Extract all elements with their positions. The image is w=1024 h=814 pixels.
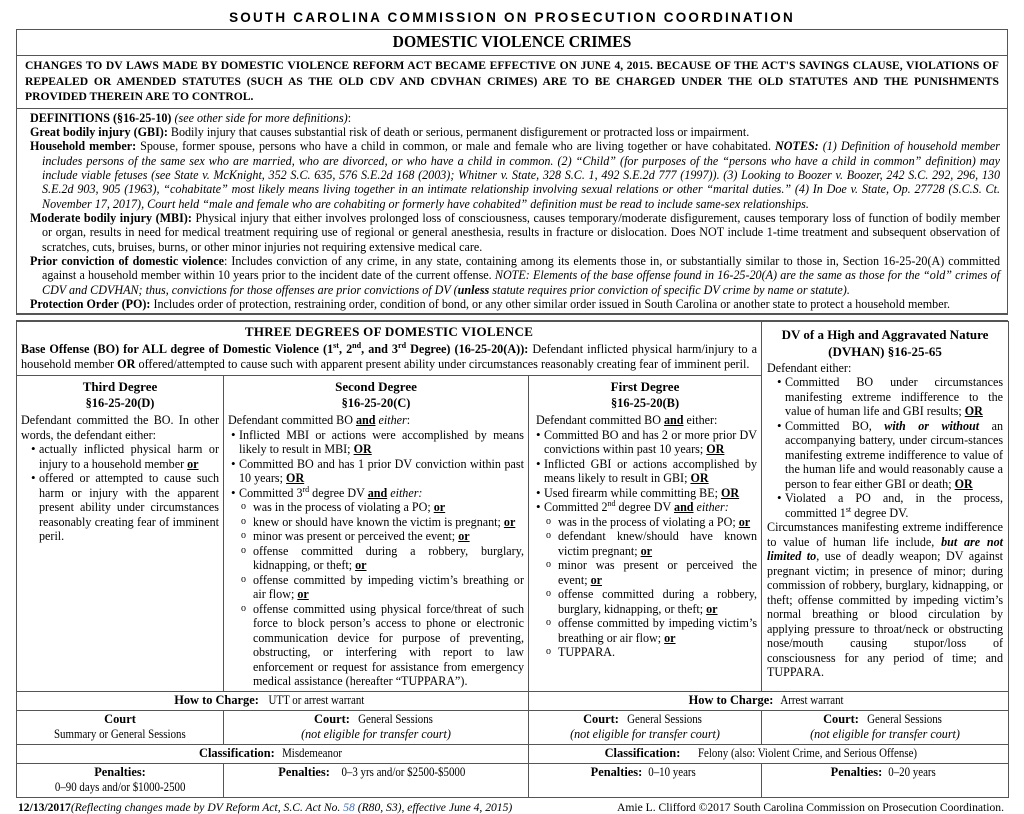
second-bullet-3-sup: rd xyxy=(302,484,310,494)
first-bullet-1-or: OR xyxy=(706,442,725,457)
classification-value-left: Misdemeanor xyxy=(281,745,342,760)
second-bullet-1-text: Inflicted MBI or actions were accomplished by means likely to result in MBI; xyxy=(239,427,524,457)
first-bullet-3-or: OR xyxy=(721,485,740,500)
penalties-label-third: Penalties: xyxy=(94,764,146,779)
definition-household-text: Spouse, former spouse, persons who have a child in common, or male and female who are living together or have cohabitated. xyxy=(140,139,772,154)
degrees-table xyxy=(16,321,1009,798)
second-intro-a: Defendant committed BO xyxy=(228,413,356,428)
first-bullet-2 xyxy=(537,457,757,486)
classification-left-cell xyxy=(17,744,529,763)
first-intro-and: and xyxy=(663,413,684,428)
base-offense-label-a: Base Offense (BO) for ALL degree of Domestic Violence (1 xyxy=(21,342,334,357)
second-sub-4-text: offense committed during a robbery, burglary, kidnapping, or theft; xyxy=(253,543,524,573)
classification-right-cell xyxy=(529,744,1009,763)
footer-left-text-a: (Reflecting changes made by DV Reform Act, S.C. Act No. xyxy=(70,800,344,814)
first-bullet-3 xyxy=(537,486,757,501)
second-sub-4-or: or xyxy=(355,558,367,573)
dvhan-bullet-3-sup: st xyxy=(845,504,852,514)
second-degree-bullets xyxy=(228,428,524,689)
dvhan-bullet-1-text: Committed BO under circumstances manifesting extreme indifference to the value of human life and GBI results; xyxy=(785,375,1004,419)
second-sub-1-text: was in the process of violating a PO; xyxy=(253,500,434,515)
definition-protection-order xyxy=(24,297,1000,311)
third-bullet-2-text: offered or attempted to cause such harm or injury with the apparent present ability under circumstances reasonably creating fear of imminent peril. xyxy=(39,471,219,544)
second-sub-5-or: or xyxy=(297,587,309,602)
first-sub-1-text: was in the process of violating a PO; xyxy=(558,514,739,529)
court-note-first: (not eligible for transfer court) xyxy=(570,726,720,741)
court-value-second: General Sessions xyxy=(358,711,433,726)
second-sub-5 xyxy=(241,573,524,602)
definition-prior-note-b: statute requires prior conviction of specific DV crime by name or statute). xyxy=(489,282,850,297)
court-value-third: Summary or General Sessions xyxy=(54,726,186,741)
first-bullet-1 xyxy=(537,428,757,457)
second-bullet-1 xyxy=(232,428,524,457)
dvhan-cell xyxy=(762,322,1009,692)
penalties-label-dvhan: Penalties: xyxy=(830,764,883,779)
second-sub-2-text: knew or should have known the victim is pregnant; xyxy=(253,514,504,529)
second-degree-intro xyxy=(228,413,524,428)
first-bullet-4-and: and xyxy=(674,500,694,515)
first-sub-5-text: offense committed by impeding victim’s breathing or air flow; xyxy=(558,616,758,645)
court-value-dvhan: General Sessions xyxy=(867,711,942,726)
court-note-second: (not eligible for transfer court) xyxy=(301,726,451,741)
penalties-row xyxy=(17,763,1009,797)
second-sub-6-text: offense committed using physical force/threat of such force to block person’s access to phone or electronic communication device for purpose of preventing, obstructing, or interfering with report to law enforcement or request for assistance from emergency medical assistance (hereafter “TUPPARA”). xyxy=(253,601,524,689)
classification-row xyxy=(17,744,1009,763)
first-sub-2 xyxy=(546,529,757,558)
how-to-charge-label-right: How to Charge: xyxy=(688,692,774,707)
first-sub-3-or: or xyxy=(590,572,602,587)
definition-prior-conviction xyxy=(24,254,1000,297)
dvhan-bullet-list xyxy=(767,375,1003,520)
court-first-cell xyxy=(529,710,762,744)
masthead-title xyxy=(16,6,1008,29)
second-bullet-2-or: OR xyxy=(286,471,305,486)
definitions-heading-colon: : xyxy=(347,110,352,125)
dvhan-paragraph xyxy=(767,520,1003,680)
dvhan-bullet-2-emph: with or without xyxy=(884,418,980,433)
how-to-charge-row xyxy=(17,691,1009,710)
penalties-value-first: 0–10 years xyxy=(648,764,697,779)
base-offense-label-d: Degree) (16-25-20(A)): xyxy=(406,342,529,357)
dvhan-bullet-2 xyxy=(778,419,1003,492)
first-bullet-4-a: Committed 2 xyxy=(544,500,608,515)
definitions-heading-note: (see other side for more definitions) xyxy=(174,110,348,125)
definition-prior-note-a: NOTE: Elements of the base offense found in 16-25-20(A) are the same as those for the “old” crimes of CDV and CDVHAN; thus, convictions for those offenses are prior convictions of DV ( xyxy=(42,268,1000,297)
first-degree-bullets xyxy=(533,428,757,660)
first-sub-2-or: or xyxy=(640,543,653,558)
court-second-cell xyxy=(224,710,529,744)
third-degree-code: §16-25-20(D) xyxy=(85,395,155,410)
definition-prior-note-unless: unless xyxy=(457,282,490,297)
court-value-first: General Sessions xyxy=(627,711,702,726)
second-bullet-3-and: and xyxy=(367,485,388,500)
definition-gbi-term: Great bodily injury (GBI): xyxy=(30,124,168,139)
definition-mbi-term: Moderate bodily injury (MBI): xyxy=(30,210,192,225)
first-degree-intro xyxy=(533,413,757,428)
first-degree-name: First Degree xyxy=(610,379,680,395)
court-label-first: Court: xyxy=(583,711,619,726)
dvhan-bullet-1 xyxy=(778,375,1003,419)
first-bullet-4-either: either: xyxy=(693,500,729,515)
second-sub-1 xyxy=(241,500,524,515)
definition-household-notes-label: NOTES: xyxy=(775,139,819,154)
base-offense-sup1: st xyxy=(333,341,339,351)
definition-gbi xyxy=(24,125,1000,139)
first-sub-6-text: TUPPARA. xyxy=(558,645,616,660)
first-intro-a: Defendant committed BO xyxy=(536,413,664,428)
footer-act-number-link[interactable]: 58 xyxy=(343,800,355,814)
how-to-charge-value-right: Arrest warrant xyxy=(780,692,845,707)
dvhan-header-line2: (DVHAN) §16-25-65 xyxy=(828,343,942,359)
definition-gbi-text: Bodily injury that causes substantial risk of death or serious, permanent disfigurement or protracted loss or impairment. xyxy=(170,124,750,139)
first-sub-3-text: minor was present or perceived the event; xyxy=(558,558,758,587)
definition-mbi xyxy=(24,211,1000,254)
how-to-charge-label-left: How to Charge: xyxy=(174,692,259,707)
definition-po-term: Protection Order (PO): xyxy=(30,296,151,311)
definition-prior-term: Prior conviction of domestic violence xyxy=(30,253,224,268)
first-sub-4-text: offense committed during a robbery, burglary, kidnapping, or theft; xyxy=(558,587,758,616)
dvhan-para-b: , use of deadly weapon; DV against pregnant victim; in presence of minor; during commission of robbery, burglary, kidnapping, or theft; offense committed by impeding victim’s normal breathing or blood circulation by applying pressure to throat/neck or obstructing nose/mouth causing stupor/loss of consciousness for any period of time; and TUPPARA. xyxy=(767,549,1004,680)
footer-left-text-b: (R80, S3), effective June 4, 2015) xyxy=(354,800,513,814)
third-degree-name: Third Degree xyxy=(82,379,158,395)
second-sub-4 xyxy=(241,544,524,573)
first-sub-5 xyxy=(546,616,757,645)
classification-value-right: Felony (also: Violent Crime, and Serious Offense) xyxy=(698,745,918,760)
third-degree-bullets xyxy=(21,442,219,544)
second-sub-6 xyxy=(241,602,524,689)
first-bullet-4 xyxy=(537,500,757,660)
masthead-text: SOUTH CAROLINA COMMISSION ON PROSECUTION COORDINATION xyxy=(229,10,795,25)
page-title: DOMESTIC VIOLENCE CRIMES xyxy=(392,32,632,51)
footer-copyright: Amie L. Clifford ©2017 South Carolina Commission on Prosecution Coordination. xyxy=(617,800,1004,814)
second-degree-code: §16-25-20(C) xyxy=(341,395,411,410)
second-bullet-3-either: either: xyxy=(387,485,423,500)
second-bullet-3-b: degree DV xyxy=(309,485,368,500)
penalties-value-dvhan: 0–20 years xyxy=(888,764,937,779)
dvhan-bullet-2-b: an accompanying battery, under circum-stances manifesting extreme indifference to value of the human life and would reasonably cause a person to fear either GBI or death; xyxy=(785,418,1004,491)
three-degrees-header: THREE DEGREES OF DOMESTIC VIOLENCE xyxy=(244,324,534,340)
second-bullet-2-text: Committed BO and has 1 prior DV conviction within past 10 years; xyxy=(239,456,524,486)
court-note-dvhan: (not eligible for transfer court) xyxy=(810,726,960,741)
second-bullet-3 xyxy=(232,486,524,689)
how-to-charge-left-cell xyxy=(17,691,529,710)
classification-label-left: Classification: xyxy=(199,745,275,760)
definitions-heading-label: DEFINITIONS (§16-25-10) xyxy=(30,110,172,125)
court-third-cell xyxy=(17,710,224,744)
third-bullet-1-text: actually inflicted physical harm or injury to a household member xyxy=(39,442,219,471)
title-band xyxy=(17,30,1007,56)
dvhan-para-a: Circumstances manifesting extreme indifference to value of human life include, xyxy=(767,520,1004,549)
first-sub-5-or: or xyxy=(664,630,676,645)
dvhan-bullet-3-b: degree DV. xyxy=(851,505,909,520)
penalties-dvhan-cell xyxy=(762,763,1009,797)
definition-household-notes: (1) Definition of household member includes persons of the same sex who are married, who are divorced, or who have a child in common. (2) “Child” (for purposes of the “persons who have a child in common” definition) may include viable fetuses (see State v. McKnight, 352 S.C. 635, 576 S.E.2d 168 (2003); Whitner v. State, 328 S.C. 1, 492 S.E.2d 777 (1997)). (3) Looking to Boozer v. Boozer, 242 S.C. 292, 296, 130 S.E.2d 903, 905 (1963), “cohabitate” most likely means living together in an intimate relationship involving sexual relations or other “marital duties.” (4) In Doe v. State, Op. 27728 (S.C.S. Ct. November 17, 2017), Court held “male and female who are cohabiting or formerly have cohabited” definition must be read to include same-sex relationships. xyxy=(42,139,1000,211)
first-degree-code: §16-25-20(B) xyxy=(610,395,680,410)
first-bullet-4-b: degree DV xyxy=(615,500,675,515)
section-divider xyxy=(16,314,1008,321)
first-bullet-2-text: Inflicted GBI or actions accomplished by means likely to result in GBI; xyxy=(544,456,758,486)
first-sub-1-or: or xyxy=(738,514,751,529)
base-offense-text-a: Defendant inflicted physical harm/injury to a household member xyxy=(21,342,758,371)
base-offense-label-b: , 2 xyxy=(338,342,353,357)
second-degree-cell xyxy=(224,376,529,691)
dvhan-intro: Defendant either: xyxy=(767,360,852,375)
first-sub-3 xyxy=(546,558,757,587)
table-header-row xyxy=(17,322,1009,376)
penalties-label-second: Penalties: xyxy=(278,764,330,779)
second-bullet-3-a: Committed 3 xyxy=(239,485,303,500)
base-offense-sup2: nd xyxy=(352,341,362,351)
definition-po-text: Includes order of protection, restraining order, condition of bond, or any other similar order issued in South Carolina or another state to protect a household member. xyxy=(153,296,950,311)
second-sub-2 xyxy=(241,515,524,530)
footer-date: 12/13/2017 xyxy=(18,800,71,814)
dvhan-bullet-3 xyxy=(778,491,1003,520)
penalties-first-cell xyxy=(529,763,762,797)
base-offense-or: OR xyxy=(117,356,136,371)
second-bullet-2 xyxy=(232,457,524,486)
footer xyxy=(16,798,1008,814)
third-bullet-2 xyxy=(32,471,219,544)
first-bullet-4-sup: nd xyxy=(607,499,616,509)
penalties-value-third: 0–90 days and/or $1000-2500 xyxy=(54,779,186,794)
first-degree-cell xyxy=(529,376,762,691)
court-row xyxy=(17,710,1009,744)
court-dvhan-cell xyxy=(762,710,1009,744)
dvhan-header-line1: DV of a High and Aggravated Nature xyxy=(781,327,989,343)
definition-household-term: Household member: xyxy=(30,139,137,154)
first-sub-4 xyxy=(546,587,757,616)
penalties-second-cell xyxy=(224,763,529,797)
definition-mbi-text: Physical injury that either involves prolonged loss of consciousness, causes temporary/moderate disfigurement, causes temporary loss of function of bodily member or organ, results in need for medical treatment requiring use of regional or general anesthesia, results in fracture or dislocation. Does NOT include 1-time treatment and subsequent observation of scratches, cuts, bruises, burns, or other minor injuries not requiring extensive medical care. xyxy=(42,210,1001,254)
dvhan-bullet-2-a: Committed BO, xyxy=(785,418,885,433)
effective-date-notice: CHANGES TO DV LAWS MADE BY DOMESTIC VIOLENCE REFORM ACT BECAME EFFECTIVE ON JUNE 4, 2015. BECAUSE OF THE ACT'S SAVINGS CLAUSE, VIOLATIONS OF REPEALED OR AMENDED STATUTES (SUCH AS THE OLD CDV AND CDVHAN CRIMES) ARE TO BE CHARGED UNDER THE OLD STATUTES AND THE PUNISHMENTS PROVIDED THEREIN ARE TO CONTROL. xyxy=(25,59,999,104)
second-sub-1-or: or xyxy=(433,500,446,515)
first-intro-b: either: xyxy=(683,413,718,428)
how-to-charge-value-left: UTT or arrest warrant xyxy=(268,692,365,707)
third-degree-cell xyxy=(17,376,224,691)
base-offense-text xyxy=(19,342,759,373)
second-sub-3 xyxy=(241,529,524,544)
how-to-charge-right-cell xyxy=(529,691,1009,710)
penalties-third-cell xyxy=(17,763,224,797)
dvhan-bullet-3-a: Violated a PO and, in the process, committed 1 xyxy=(785,491,1004,520)
base-offense-text-b: offered/attempted to cause such with apparent present ability under circumstances reasonably creating fear of imminent peril. xyxy=(135,356,750,371)
third-bullet-1 xyxy=(32,442,219,471)
second-degree-sub-bullets xyxy=(239,500,524,689)
second-intro-b: : xyxy=(406,413,411,428)
court-label-dvhan: Court: xyxy=(823,711,859,726)
second-bullet-1-or: OR xyxy=(353,442,372,457)
first-bullet-2-or: OR xyxy=(690,471,709,486)
second-sub-3-text: minor was present or perceived the event; xyxy=(253,529,459,544)
base-offense-sup3: rd xyxy=(398,341,407,351)
penalties-label-first: Penalties: xyxy=(590,764,643,779)
first-degree-sub-bullets xyxy=(544,515,757,660)
notice-band xyxy=(17,56,1007,109)
definitions-section xyxy=(17,109,1007,314)
court-label-third: Court xyxy=(104,711,136,726)
first-bullet-1-text: Committed BO and has 2 or more prior DV convictions within past 10 years; xyxy=(544,427,758,457)
dvhan-bullet-1-or: OR xyxy=(964,404,983,419)
court-label-second: Court: xyxy=(314,711,350,726)
definitions-heading xyxy=(24,111,1000,125)
second-sub-2-or: or xyxy=(503,514,516,529)
first-sub-1 xyxy=(546,515,757,530)
dvhan-bullet-2-or: OR xyxy=(954,476,973,491)
third-bullet-1-or: or xyxy=(187,456,199,471)
third-degree-intro: Defendant committed the BO. In other words, the defendant either: xyxy=(21,413,219,442)
definition-prior-text: : Includes conviction of any crime, in any state, containing among its elements those in, or substantially similar to those in, Section 16-25-20(A) committed against a household member within 10 years prior to the incident date of the current offense. xyxy=(42,253,1001,283)
penalties-value-second: 0–3 yrs and/or $2500-$5000 xyxy=(341,764,466,779)
second-sub-3-or: or xyxy=(458,529,470,544)
second-sub-5-text: offense committed by impeding victim’s breathing or air flow; xyxy=(253,572,524,602)
definition-household-member xyxy=(24,139,1000,211)
first-sub-4-or: or xyxy=(706,601,718,616)
second-degree-name: Second Degree xyxy=(335,379,417,395)
three-degrees-cell xyxy=(17,322,762,376)
second-intro-and: and xyxy=(355,413,376,428)
footer-left xyxy=(18,801,512,814)
first-sub-2-text: defendant knew/should have known victim pregnant; xyxy=(558,529,758,558)
first-bullet-3-text: Used firearm while committing BE; xyxy=(544,485,722,500)
base-offense-label-c: , and 3 xyxy=(361,342,399,357)
classification-label-right: Classification: xyxy=(604,745,681,760)
second-intro-either: either xyxy=(375,413,407,428)
document-frame xyxy=(16,29,1008,314)
first-sub-6 xyxy=(546,645,757,660)
dvhan-para-emph: but are not limited to xyxy=(767,534,1004,564)
